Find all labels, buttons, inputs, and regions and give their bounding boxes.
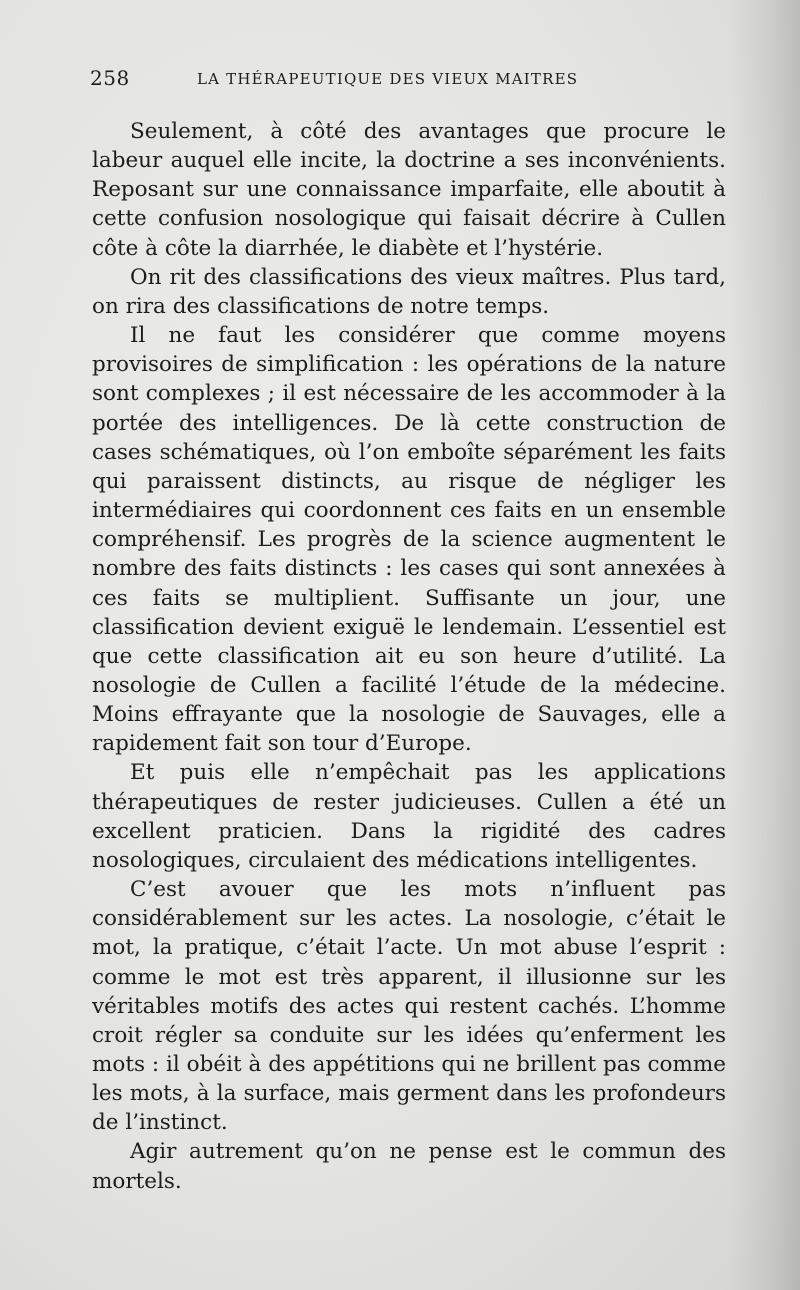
paragraph: C’est avouer que les mots n’influent pas considérablement sur les actes. La nosologie, c’était le mot, la pratique, c’était l’acte. Un mot abuse l’esprit : comme le mot est très apparent, il illusionne sur les véritables motifs des actes qui restent cachés. L’homme croit régler sa conduite sur les idées qu’enferment les mots : il obéit à des appétitions qui ne brillent pas comme les mots, à la surface, mais germent dans les profondeurs de l’instinct. <box>92 877 726 1136</box>
paragraph: Seulement, à côté des avantages que procure le labeur auquel elle incite, la doctrine a ses inconvénients. Reposant sur une connaissance imparfaite, elle aboutit à cette confusion nosologique qui faisait décrire à Cullen côte à côte la diarrhée, le diabète et l’hystérie. <box>92 119 726 261</box>
body-text <box>92 117 726 1196</box>
paragraph: Et puis elle n’empêchait pas les applications thérapeutiques de rester judicieuses. Cullen a été un excellent praticien. Dans la rigidité des cadres nosologiques, circulaient des médications intelligentes. <box>92 760 726 873</box>
page-number: 258 <box>90 66 130 90</box>
paragraph: On rit des classifications des vieux maîtres. Plus tard, on rira des classifications de notre temps. <box>92 264 726 319</box>
page-header <box>90 66 730 96</box>
paragraph: Il ne faut les considérer que comme moyens provisoires de simplification : les opérations de la nature sont complexes ; il est nécessaire de les accommoder à la portée des intelligences. De là cette construction de cases schématiques, où l’on emboîte séparément les faits qui paraissent distincts, au risque de négliger les intermédiaires qui coordonnent ces faits en un ensemble compréhensif. Les progrès de la science augmentent le nombre des faits distincts : les cases qui sont annexées à ces faits se multiplient. Suffisante un jour, une classification devient exiguë le lendemain. L’essentiel est que cette classification ait eu son heure d’utilité. La nosologie de Cullen a facilité l’étude de la médecine. Moins effrayante que la nosologie de Sauvages, elle a rapidement fait son tour d’Europe. <box>92 323 726 757</box>
paragraph: Agir autrement qu’on ne pense est le commun des mortels. <box>92 1139 726 1194</box>
running-head: LA THÉRAPEUTIQUE DES VIEUX MAITRES <box>197 70 579 88</box>
